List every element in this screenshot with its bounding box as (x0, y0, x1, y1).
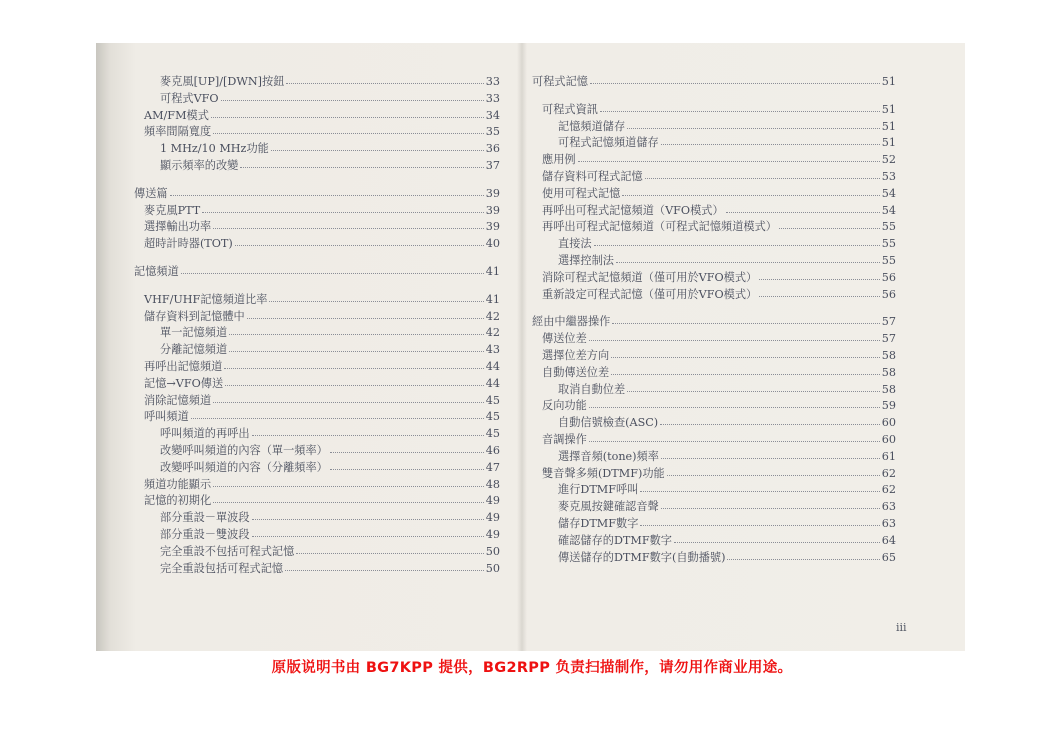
toc-dot-leader (645, 170, 880, 179)
toc-section-gap (134, 252, 500, 263)
toc-entry-title: 應用例 (542, 153, 576, 167)
toc-entry-title: AM/FM模式 (144, 108, 209, 122)
toc-entry-page: 42 (485, 326, 500, 340)
toc-dot-leader (600, 103, 880, 112)
toc-entry (532, 269, 896, 286)
toc-dot-leader (674, 534, 880, 543)
toc-entry (532, 151, 896, 168)
toc-dot-leader (213, 125, 484, 134)
toc-entry (134, 560, 500, 577)
toc-dot-leader (627, 383, 880, 392)
toc-entry-page: 33 (485, 91, 500, 105)
toc-entry (532, 381, 896, 398)
toc-entry-title: 可程式VFO (160, 91, 219, 105)
toc-entry (134, 459, 500, 476)
toc-dot-leader (181, 265, 484, 274)
toc-entry (532, 364, 896, 381)
toc-chapter-entry (134, 263, 500, 280)
toc-entry-page: 45 (485, 427, 500, 441)
toc-entry-title: 呼叫頻道的再呼出 (160, 427, 250, 441)
toc-entry (134, 324, 500, 341)
toc-entry (532, 218, 896, 235)
toc-entry-page: 64 (881, 533, 896, 547)
toc-entry (134, 375, 500, 392)
toc-entry (134, 358, 500, 375)
toc-entry-title: 可程式記憶 (532, 75, 588, 88)
toc-dot-leader (229, 326, 484, 335)
toc-entry (134, 509, 500, 526)
toc-entry (134, 202, 500, 219)
toc-entry-title: 儲存資料到記憶體中 (144, 309, 245, 323)
toc-entry-page: 41 (485, 264, 500, 278)
toc-entry-page: 39 (485, 203, 500, 217)
toc-dot-leader (640, 483, 879, 492)
toc-entry (532, 481, 896, 498)
toc-entry-title: 可程式資訊 (542, 102, 598, 116)
toc-entry-page: 49 (485, 527, 500, 541)
toc-entry-title: 可程式記憶頻道儲存 (558, 136, 659, 150)
toc-entry (532, 397, 896, 414)
toc-entry (134, 90, 500, 107)
toc-entry-title: 進行DTMF呼叫 (558, 483, 639, 497)
toc-dot-leader (296, 545, 483, 554)
toc-entry-page: 54 (881, 203, 896, 217)
toc-entry-page: 55 (881, 253, 896, 267)
toc-entry (532, 448, 896, 465)
toc-entry-page: 57 (881, 315, 896, 329)
toc-dot-leader (235, 237, 484, 246)
toc-entry-title: 部分重設－雙波段 (160, 527, 250, 541)
toc-entry (134, 476, 500, 493)
toc-dot-leader (213, 220, 484, 229)
toc-dot-leader (213, 394, 484, 403)
toc-entry-title: 麥克風PTT (144, 203, 201, 217)
toc-entry-page: 40 (485, 237, 500, 251)
toc-entry-title: VHF/UHF記憶頻道比率 (144, 292, 268, 306)
toc-entry-title: 使用可程式記憶 (542, 186, 621, 200)
toc-section-gap (134, 280, 500, 291)
toc-entry (532, 118, 896, 135)
toc-entry-title: 自動傳送位差 (542, 365, 610, 379)
toc-entry-title: 完全重設不包括可程式記憶 (160, 544, 295, 558)
toc-dot-leader (589, 399, 880, 408)
toc-entry-title: 直接法 (558, 237, 592, 251)
toc-entry-title: 自動信號檢查(ASC) (558, 416, 659, 430)
toc-entry (532, 532, 896, 549)
toc-dot-leader (213, 494, 484, 503)
toc-entry-page: 39 (485, 186, 500, 200)
toc-entry-page: 41 (485, 292, 500, 306)
toc-dot-leader (594, 237, 880, 246)
toc-entry (134, 408, 500, 425)
toc-dot-leader (627, 120, 880, 129)
toc-entry-page: 60 (881, 432, 896, 446)
toc-entry-page: 50 (485, 561, 500, 575)
toc-entry-title: 呼叫頻道 (144, 410, 189, 424)
toc-dot-leader (661, 500, 880, 509)
toc-entry-page: 52 (881, 153, 896, 167)
toc-entry-page: 63 (881, 500, 896, 514)
page-number: iii (896, 621, 907, 634)
toc-entry-title: 消除可程式記憶頻道（僅可用於VFO模式） (542, 270, 758, 284)
toc-entry (532, 286, 896, 303)
toc-entry-title: 頻率間隔寬度 (144, 125, 212, 139)
toc-entry-page: 37 (485, 158, 500, 172)
toc-entry-page: 51 (881, 102, 896, 116)
toc-dot-leader (229, 343, 484, 352)
toc-entry (134, 107, 500, 124)
toc-entry-page: 47 (485, 460, 500, 474)
toc-entry (134, 543, 500, 560)
toc-entry (532, 465, 896, 482)
toc-chapter-entry (532, 313, 896, 330)
toc-entry-page: 56 (881, 287, 896, 301)
toc-entry-page: 63 (881, 516, 896, 530)
toc-entry-title: 傳送位差 (542, 332, 587, 346)
toc-entry-title: 雙音聲多頻(DTMF)功能 (542, 466, 665, 480)
toc-entry-title: 顯示頻率的改變 (160, 158, 239, 172)
toc-entry (134, 392, 500, 409)
toc-section-gap (134, 174, 500, 185)
toc-left-column (134, 73, 500, 576)
toc-dot-leader (225, 377, 484, 386)
toc-entry-title: 單一記憶頻道 (160, 326, 228, 340)
toc-dot-leader (759, 288, 880, 297)
toc-dot-leader (330, 461, 484, 470)
toc-entry-title: 記憶→VFO傳送 (144, 376, 224, 390)
toc-entry-title: 消除記憶頻道 (144, 393, 212, 407)
toc-entry-title: 記憶頻道儲存 (558, 119, 626, 133)
scanned-page (96, 43, 965, 651)
toc-dot-leader (285, 562, 484, 571)
toc-entry-title: 記憶頻道 (134, 264, 179, 278)
toc-entry-page: 57 (881, 332, 896, 346)
toc-entry (134, 157, 500, 174)
toc-entry (532, 101, 896, 118)
toc-entry-title: 音調操作 (542, 432, 587, 446)
toc-entry (134, 73, 500, 90)
toc-entry (134, 123, 500, 140)
toc-dot-leader (330, 444, 484, 453)
toc-entry (134, 492, 500, 509)
toc-entry (134, 308, 500, 325)
toc-entry-page: 46 (485, 443, 500, 457)
toc-dot-leader (247, 310, 484, 319)
toc-dot-leader (590, 75, 880, 84)
toc-entry-title: 部分重設－單波段 (160, 511, 250, 525)
toc-entry-page: 58 (881, 348, 896, 362)
toc-entry-page: 58 (881, 382, 896, 396)
toc-dot-leader (661, 136, 880, 145)
toc-dot-leader (726, 204, 880, 213)
toc-entry (134, 140, 500, 157)
toc-entry-page: 33 (485, 75, 500, 88)
toc-entry-title: 儲存DTMF數字 (558, 516, 639, 530)
toc-entry-page: 62 (881, 466, 896, 480)
footer-notice: 原版说明书由 BG7KPP 提供，BG2RPP 负责扫描制作，请勿用作商业用途。 (271, 660, 793, 676)
toc-section-gap (532, 302, 896, 313)
toc-entry-title: 儲存資料可程式記憶 (542, 169, 643, 183)
toc-entry-page: 48 (485, 477, 500, 491)
toc-entry (532, 347, 896, 364)
toc-entry (532, 414, 896, 431)
toc-dot-leader (578, 153, 880, 162)
toc-entry-page: 50 (485, 544, 500, 558)
toc-entry (134, 341, 500, 358)
toc-dot-leader (221, 92, 484, 101)
toc-dot-leader (202, 204, 484, 213)
toc-entry (532, 134, 896, 151)
toc-dot-leader (191, 410, 484, 419)
toc-entry-title: 確認儲存的DTMF數字 (558, 533, 672, 547)
toc-entry-page: 56 (881, 270, 896, 284)
toc-entry (532, 498, 896, 515)
toc-entry-title: 選擇音頻(tone)頻率 (558, 449, 659, 463)
toc-entry-title: 頻道功能顯示 (144, 477, 212, 491)
toc-entry-page: 51 (881, 136, 896, 150)
toc-entry-title: 取消自動位差 (558, 382, 626, 396)
toc-entry-title: 選擇位差方向 (542, 348, 610, 362)
toc-dot-leader (211, 109, 484, 118)
toc-entry (532, 202, 896, 219)
toc-entry-page: 51 (881, 119, 896, 133)
toc-entry-title: 麥克風按鍵確認音聲 (558, 500, 659, 514)
toc-entry-page: 34 (485, 108, 500, 122)
toc-chapter-entry (134, 185, 500, 202)
toc-entry (134, 442, 500, 459)
toc-entry-page: 45 (485, 393, 500, 407)
toc-dot-leader (622, 187, 879, 196)
toc-entry-title: 經由中繼器操作 (532, 315, 611, 329)
toc-dot-leader (640, 517, 879, 526)
toc-entry-page: 55 (881, 237, 896, 251)
toc-dot-leader (589, 332, 880, 341)
toc-entry-page: 59 (881, 399, 896, 413)
toc-entry-page: 60 (881, 416, 896, 430)
toc-entry-page: 54 (881, 186, 896, 200)
toc-entry-title: 選擇控制法 (558, 253, 614, 267)
toc-dot-leader (612, 315, 879, 324)
toc-entry (532, 185, 896, 202)
toc-entry-title: 重新設定可程式記憶（僅可用於VFO模式） (542, 287, 758, 301)
page-spine-shadow (517, 43, 527, 651)
toc-entry-title: 分離記憶頻道 (160, 343, 228, 357)
toc-right-column (532, 73, 896, 565)
toc-entry (134, 218, 500, 235)
toc-dot-leader (240, 159, 483, 168)
toc-entry (134, 425, 500, 442)
toc-section-gap (532, 90, 896, 101)
toc-dot-leader (224, 360, 483, 369)
toc-entry-page: 35 (485, 125, 500, 139)
toc-entry-title: 再呼出記憶頻道 (144, 359, 223, 373)
toc-entry (532, 235, 896, 252)
toc-dot-leader (611, 366, 880, 375)
toc-entry (134, 526, 500, 543)
toc-entry-page: 49 (485, 494, 500, 508)
toc-entry (532, 168, 896, 185)
toc-entry-page: 36 (485, 142, 500, 156)
toc-dot-leader (660, 416, 880, 425)
toc-entry-title: 改變呼叫頻道的內容（單一頻率） (160, 443, 328, 457)
toc-dot-leader (589, 433, 880, 442)
toc-entry-title: 超時計時器(TOT) (144, 237, 233, 251)
toc-entry (532, 549, 896, 566)
toc-entry (532, 330, 896, 347)
toc-chapter-entry (532, 73, 896, 90)
toc-entry (134, 291, 500, 308)
toc-entry-page: 49 (485, 511, 500, 525)
toc-entry-title: 傳送篇 (134, 186, 168, 200)
toc-dot-leader (286, 75, 483, 84)
toc-dot-leader (170, 187, 484, 196)
toc-dot-leader (759, 271, 880, 280)
toc-entry-title: 選擇輸出功率 (144, 220, 212, 234)
toc-dot-leader (269, 293, 483, 302)
toc-entry-page: 61 (881, 449, 896, 463)
toc-entry-page: 44 (485, 359, 500, 373)
toc-entry-title: 反向功能 (542, 399, 587, 413)
toc-entry-page: 65 (881, 550, 896, 564)
toc-entry-title: 記憶的初期化 (144, 494, 212, 508)
toc-entry-page: 43 (485, 343, 500, 357)
toc-dot-leader (252, 511, 484, 520)
toc-dot-leader (252, 528, 484, 537)
toc-dot-leader (611, 349, 880, 358)
toc-entry-page: 55 (881, 220, 896, 234)
toc-entry-page: 44 (485, 376, 500, 390)
toc-entry-page: 45 (485, 410, 500, 424)
toc-dot-leader (667, 467, 880, 476)
toc-entry-title: 改變呼叫頻道的內容（分離頻率） (160, 460, 328, 474)
toc-dot-leader (661, 450, 880, 459)
toc-entry (532, 431, 896, 448)
toc-entry-page: 42 (485, 309, 500, 323)
toc-dot-leader (616, 254, 880, 263)
toc-dot-leader (727, 551, 879, 560)
toc-entry (532, 252, 896, 269)
toc-entry-page: 53 (881, 169, 896, 183)
toc-dot-leader (252, 427, 484, 436)
toc-entry-page: 62 (881, 483, 896, 497)
toc-entry-title: 完全重設包括可程式記憶 (160, 561, 284, 575)
toc-entry-title: 麥克風[UP]/[DWN]按鈕 (160, 75, 285, 88)
toc-entry-title: 1 MHz/10 MHz功能 (160, 142, 269, 156)
toc-entry-page: 39 (485, 220, 500, 234)
toc-entry (532, 515, 896, 532)
toc-dot-leader (271, 142, 484, 151)
toc-dot-leader (779, 220, 880, 229)
toc-entry (134, 235, 500, 252)
toc-entry-title: 再呼出可程式記憶頻道（可程式記憶頻道模式） (542, 220, 777, 234)
toc-entry-title: 再呼出可程式記憶頻道（VFO模式） (542, 203, 724, 217)
toc-entry-page: 51 (881, 75, 896, 88)
toc-entry-page: 58 (881, 365, 896, 379)
toc-entry-title: 傳送儲存的DTMF數字(自動播號) (558, 550, 726, 564)
toc-dot-leader (213, 478, 484, 487)
